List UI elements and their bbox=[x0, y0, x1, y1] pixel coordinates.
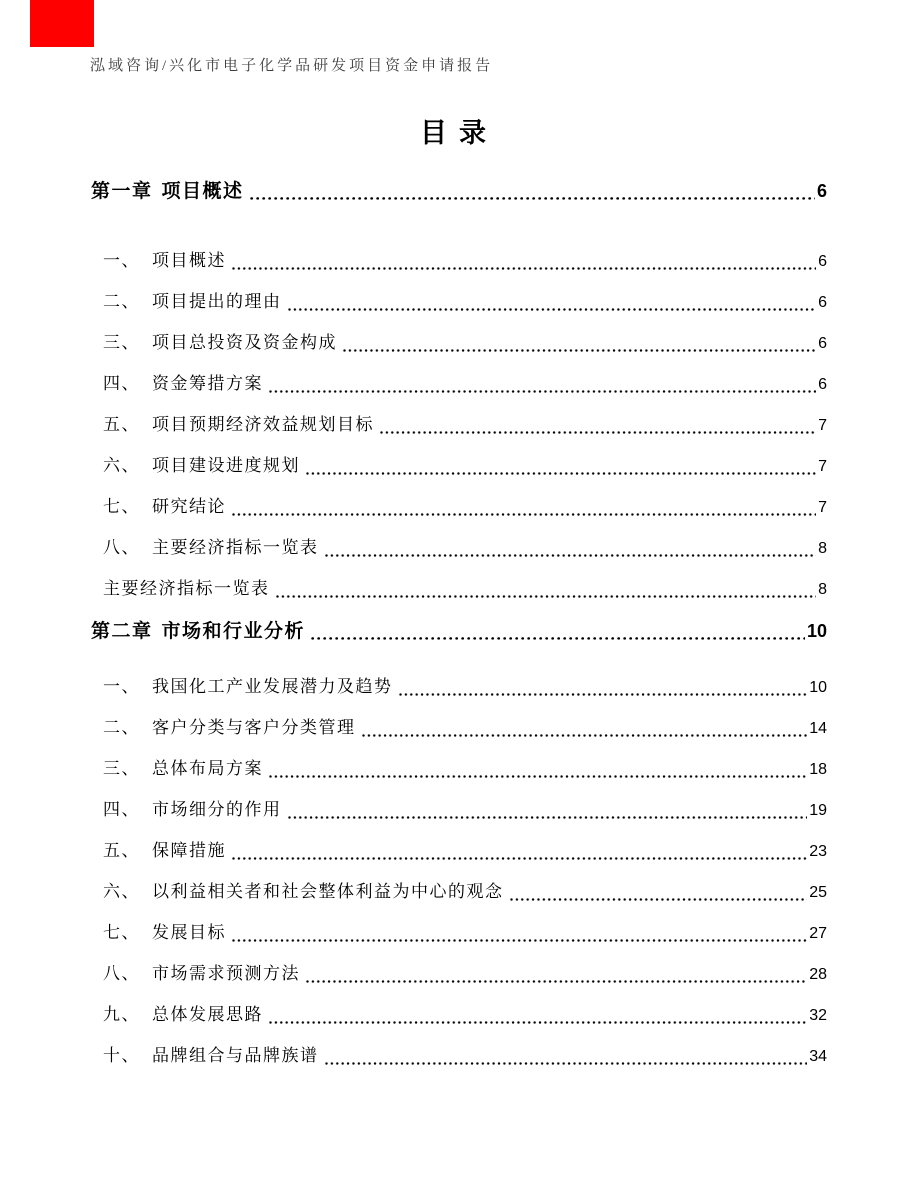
dot-leader bbox=[399, 693, 808, 696]
toc-entry-number: 五、 bbox=[103, 841, 140, 860]
toc-entry-page: 6 bbox=[818, 335, 827, 352]
toc-entry[interactable] bbox=[91, 1044, 827, 1069]
dot-leader bbox=[306, 980, 807, 983]
toc-entry-number: 十、 bbox=[103, 1046, 140, 1065]
dot-leader bbox=[306, 472, 816, 475]
toc-entry-label: 市场需求预测方法 bbox=[152, 964, 300, 983]
toc-entry[interactable] bbox=[91, 675, 827, 700]
dot-leader bbox=[269, 390, 816, 393]
toc-entry-label: 项目概述 bbox=[152, 251, 226, 270]
toc-entry-page: 34 bbox=[809, 1048, 827, 1065]
toc-chapter-label: 市场和行业分析 bbox=[161, 621, 306, 642]
toc-entry-page: 14 bbox=[809, 720, 827, 737]
toc-chapter-number: 第一章 bbox=[91, 181, 153, 202]
toc-entry-page: 10 bbox=[809, 679, 827, 696]
toc-entry-number: 九、 bbox=[103, 1005, 140, 1024]
toc-entry-page: 19 bbox=[809, 802, 827, 819]
toc-chapter-number: 第二章 bbox=[91, 621, 153, 642]
toc-chapter-2-section bbox=[91, 618, 827, 1069]
toc-entry[interactable] bbox=[91, 495, 827, 520]
toc-chapter-label: 项目概述 bbox=[161, 181, 244, 202]
toc-entry[interactable] bbox=[91, 577, 827, 602]
dot-leader bbox=[325, 1062, 808, 1065]
toc-entry[interactable] bbox=[91, 249, 827, 274]
toc-entry-label: 项目预期经济效益规划目标 bbox=[152, 415, 374, 434]
toc-entry-label: 主要经济指标一览表 bbox=[103, 579, 270, 598]
dot-leader bbox=[276, 595, 817, 598]
toc-entry-label: 资金筹措方案 bbox=[152, 374, 263, 393]
toc-entry-number: 一、 bbox=[103, 251, 140, 270]
toc-entry-page: 8 bbox=[818, 540, 827, 557]
toc-entry[interactable] bbox=[91, 413, 827, 438]
dot-leader bbox=[380, 431, 816, 434]
toc-entry-label: 保障措施 bbox=[152, 841, 226, 860]
toc-entry-label: 研究结论 bbox=[152, 497, 226, 516]
document-header: 泓域咨询/兴化市电子化学品研发项目资金申请报告 bbox=[90, 58, 494, 74]
toc-entry-label: 项目提出的理由 bbox=[152, 292, 282, 311]
dot-leader bbox=[362, 734, 808, 737]
toc-entry[interactable] bbox=[91, 921, 827, 946]
brand-logo-square bbox=[30, 0, 94, 47]
toc-entry-page: 6 bbox=[818, 294, 827, 311]
toc-entry-label: 客户分类与客户分类管理 bbox=[152, 718, 356, 737]
toc-chapter-page: 6 bbox=[816, 181, 827, 201]
toc-entry[interactable] bbox=[91, 454, 827, 479]
toc-entry[interactable] bbox=[91, 536, 827, 561]
toc-entry-label: 我国化工产业发展潜力及趋势 bbox=[152, 677, 393, 696]
dot-leader bbox=[343, 349, 816, 352]
toc-entry[interactable] bbox=[91, 716, 827, 741]
toc-entry-label: 发展目标 bbox=[152, 923, 226, 942]
toc-entry-number: 三、 bbox=[103, 333, 140, 352]
toc-entry-number: 四、 bbox=[103, 374, 140, 393]
toc-entry-page: 32 bbox=[809, 1007, 827, 1024]
toc-title: 目录 bbox=[420, 118, 498, 148]
toc-entry[interactable] bbox=[91, 839, 827, 864]
toc-entry-number: 八、 bbox=[103, 538, 140, 557]
toc-entry-number: 六、 bbox=[103, 882, 140, 901]
toc-entry[interactable] bbox=[91, 962, 827, 987]
toc-chapter-1-section bbox=[91, 178, 827, 602]
dot-leader bbox=[510, 898, 808, 901]
dot-leader bbox=[269, 1021, 807, 1024]
toc-entry-label: 品牌组合与品牌族谱 bbox=[152, 1046, 319, 1065]
toc-entry-label: 以利益相关者和社会整体利益为中心的观念 bbox=[152, 882, 504, 901]
toc-chapter-heading[interactable] bbox=[91, 178, 827, 205]
toc-entry-number: 七、 bbox=[103, 497, 140, 516]
toc-entry-label: 项目建设进度规划 bbox=[152, 456, 300, 475]
table-of-contents bbox=[91, 118, 827, 1085]
toc-entry-page: 25 bbox=[809, 884, 827, 901]
toc-entry-number: 二、 bbox=[103, 718, 140, 737]
toc-entry-number: 二、 bbox=[103, 292, 140, 311]
toc-entry-number: 八、 bbox=[103, 964, 140, 983]
toc-chapter-heading[interactable] bbox=[91, 618, 827, 645]
toc-entry-page: 28 bbox=[809, 966, 827, 983]
dot-leader bbox=[311, 637, 805, 641]
toc-entry-number: 七、 bbox=[103, 923, 140, 942]
toc-entry-page: 27 bbox=[809, 925, 827, 942]
toc-entry-page: 18 bbox=[809, 761, 827, 778]
toc-entry-page: 6 bbox=[818, 253, 827, 270]
toc-entry-number: 五、 bbox=[103, 415, 140, 434]
toc-entry-number: 三、 bbox=[103, 759, 140, 778]
dot-leader bbox=[232, 857, 807, 860]
toc-entry[interactable] bbox=[91, 290, 827, 315]
dot-leader bbox=[288, 308, 817, 311]
dot-leader bbox=[250, 197, 815, 201]
toc-entry[interactable] bbox=[91, 331, 827, 356]
toc-entry-page: 6 bbox=[818, 376, 827, 393]
toc-entry[interactable] bbox=[91, 1003, 827, 1028]
toc-entry-number: 四、 bbox=[103, 800, 140, 819]
toc-entry-page: 7 bbox=[818, 499, 827, 516]
toc-entry[interactable] bbox=[91, 757, 827, 782]
dot-leader bbox=[232, 267, 816, 270]
toc-entry-label: 市场细分的作用 bbox=[152, 800, 282, 819]
toc-entry-page: 7 bbox=[818, 417, 827, 434]
dot-leader bbox=[232, 939, 807, 942]
toc-entry-label: 项目总投资及资金构成 bbox=[152, 333, 337, 352]
toc-entry[interactable] bbox=[91, 880, 827, 905]
toc-entry-page: 7 bbox=[818, 458, 827, 475]
toc-entry-number: 六、 bbox=[103, 456, 140, 475]
toc-entry-page: 23 bbox=[809, 843, 827, 860]
toc-entry-page: 8 bbox=[818, 581, 827, 598]
dot-leader bbox=[269, 775, 807, 778]
toc-entry-label: 主要经济指标一览表 bbox=[152, 538, 319, 557]
dot-leader bbox=[325, 554, 817, 557]
toc-chapter-page: 10 bbox=[806, 621, 827, 641]
toc-entry-label: 总体发展思路 bbox=[152, 1005, 263, 1024]
toc-entry[interactable] bbox=[91, 798, 827, 823]
toc-entry[interactable] bbox=[91, 372, 827, 397]
toc-entry-number: 一、 bbox=[103, 677, 140, 696]
toc-entry-label: 总体布局方案 bbox=[152, 759, 263, 778]
dot-leader bbox=[288, 816, 808, 819]
dot-leader bbox=[232, 513, 816, 516]
